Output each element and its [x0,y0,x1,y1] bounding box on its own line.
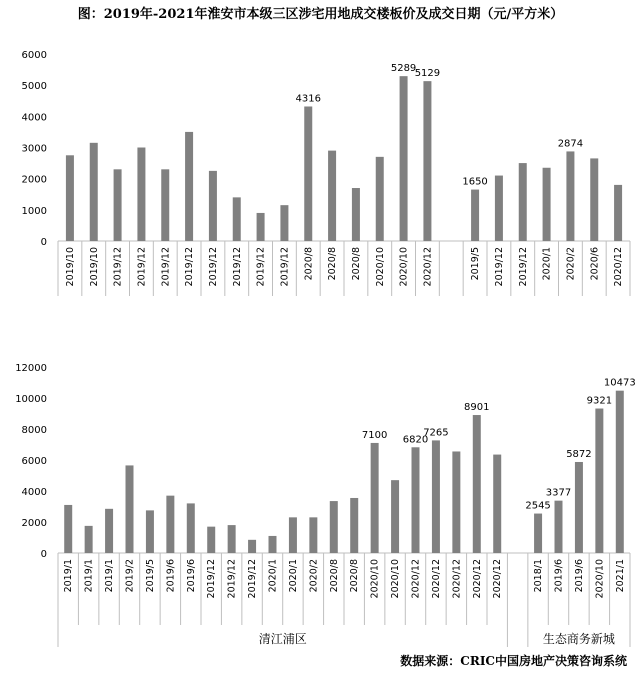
x-tick-label: 2019/10 [88,247,100,287]
x-tick-label: 2019/2 [124,559,136,593]
data-label: 5289 [390,63,417,75]
bar [257,213,265,241]
bar [566,151,574,241]
bar [595,409,603,553]
bar [432,440,440,553]
bar [228,525,236,553]
bar [400,76,408,241]
bar [423,81,431,241]
data-label: 2874 [557,138,584,150]
x-tick-label: 2019/12 [207,247,219,287]
bar [161,169,169,241]
bar [64,505,72,553]
bar [616,391,624,553]
y-tick-label: 6000 [21,50,47,61]
x-tick-label: 2019/10 [64,247,76,287]
bar [233,197,241,241]
data-label: 8901 [464,402,490,414]
bar [90,143,98,241]
x-tick-label: 2020/10 [594,559,606,599]
x-tick-label: 2019/5 [470,247,482,281]
x-tick-label: 2020/8 [349,559,361,593]
x-tick-label: 2020/10 [369,559,381,599]
group-label: 清江浦区 [258,632,307,646]
bar [519,163,527,241]
y-tick-label: 2000 [21,174,47,186]
y-tick-label: 4000 [21,112,47,124]
x-tick-label: 2020/10 [374,247,386,287]
x-tick-label: 2020/8 [328,559,340,593]
x-tick-label: 2020/8 [327,247,339,281]
x-tick-label: 2019/6 [185,559,197,593]
y-tick-label: 6000 [21,456,47,467]
bar [452,451,460,553]
x-tick-label: 2019/12 [112,247,124,287]
chart-1 [22,50,630,296]
bar [555,501,563,553]
x-tick-label: 2019/12 [160,247,172,287]
bar [185,132,193,241]
y-tick-label: 5000 [21,81,47,93]
y-tick-label: 4000 [21,487,47,498]
y-tick-label: 1000 [21,205,47,217]
x-tick-label: 2018/1 [533,559,545,593]
data-label: 7100 [361,429,388,441]
bar [350,498,358,553]
x-tick-label: 2019/6 [165,559,177,593]
data-label: 3377 [545,487,572,499]
bar [105,509,113,553]
bar [590,158,598,241]
bar [85,526,93,553]
bar [269,536,277,553]
bar [543,168,551,241]
x-tick-label: 2019/12 [493,247,505,287]
x-tick-label: 2020/12 [430,559,442,599]
bar [66,155,74,241]
x-tick-label: 2020/2 [308,559,320,593]
x-tick-label: 2020/8 [303,247,315,281]
bar [209,171,217,241]
data-label: 1650 [462,176,488,188]
bar [376,157,384,241]
x-tick-label: 2020/10 [398,247,410,287]
bar [614,185,622,241]
x-tick-label: 2021/1 [614,559,626,593]
x-tick-label: 2019/12 [136,247,148,287]
bar [328,151,336,241]
y-tick-label: 0 [40,237,47,248]
y-tick-label: 10000 [15,394,47,405]
x-tick-label: 2019/12 [279,247,291,287]
bar [495,176,503,241]
bar [473,415,481,553]
bar [248,540,256,553]
x-tick-label: 2019/1 [63,559,75,593]
x-tick-label: 2019/5 [144,559,156,593]
y-tick-label: 3000 [21,143,47,155]
x-tick-label: 2019/12 [517,247,529,287]
bar [137,148,145,242]
bar [146,510,154,553]
x-tick-label: 2020/12 [613,247,625,287]
bar [166,496,174,553]
data-label: 10473 [603,377,636,389]
x-tick-label: 2019/12 [184,247,196,287]
bar [207,527,215,553]
bar [493,455,501,553]
x-tick-label: 2020/12 [422,247,434,287]
x-tick-label: 2019/1 [83,559,95,593]
data-label: 4316 [295,93,321,105]
x-tick-label: 2019/12 [247,559,259,599]
bar [534,514,542,553]
x-tick-label: 2020/12 [492,559,504,599]
group-label: 生态商务新城 [542,632,615,646]
y-tick-label: 12000 [15,363,47,374]
x-tick-label: 2019/1 [104,559,116,593]
data-label: 2545 [525,500,551,512]
x-tick-label: 2020/12 [410,559,422,599]
bar [187,503,195,553]
data-source-note: 数据来源：CRIC中国房地产决策咨询系统 [400,654,627,668]
y-tick-label: 2000 [21,518,47,529]
bar [280,205,288,241]
bar [330,501,338,553]
x-tick-label: 2020/12 [451,559,463,599]
bar [575,462,583,553]
x-tick-label: 2020/6 [589,247,601,281]
x-tick-label: 2020/1 [541,247,553,281]
data-label: 5129 [414,68,441,80]
bar [391,480,399,553]
x-tick-label: 2019/12 [255,247,267,287]
chart-title: 图：2019年-2021年淮安市本级三区涉宅用地成交楼板价及成交日期（元/平方米） [77,7,564,22]
x-tick-label: 2020/10 [390,559,402,599]
bar [471,190,479,241]
x-tick-label: 2019/6 [553,559,565,593]
data-label: 7265 [423,427,449,439]
y-tick-label: 0 [40,549,47,560]
x-tick-label: 2019/6 [573,559,585,593]
x-tick-label: 2020/8 [350,247,362,281]
bar [304,106,312,241]
data-label: 9321 [586,395,613,407]
x-tick-label: 2020/1 [287,559,299,593]
chart-2 [15,363,636,647]
x-tick-label: 2020/2 [565,247,577,281]
bar [352,188,360,241]
x-tick-label: 2019/12 [226,559,238,599]
bar [309,517,317,553]
bar [371,443,379,553]
x-tick-label: 2019/12 [206,559,218,599]
data-label: 5872 [566,448,592,460]
x-tick-label: 2020/12 [471,559,483,599]
x-tick-label: 2020/1 [267,559,279,593]
x-tick-label: 2019/12 [231,247,243,287]
y-tick-label: 8000 [21,425,47,436]
bar [289,517,297,553]
bar [114,169,122,241]
data-label: 6820 [402,434,429,446]
bar [126,465,134,553]
bar [412,447,420,553]
